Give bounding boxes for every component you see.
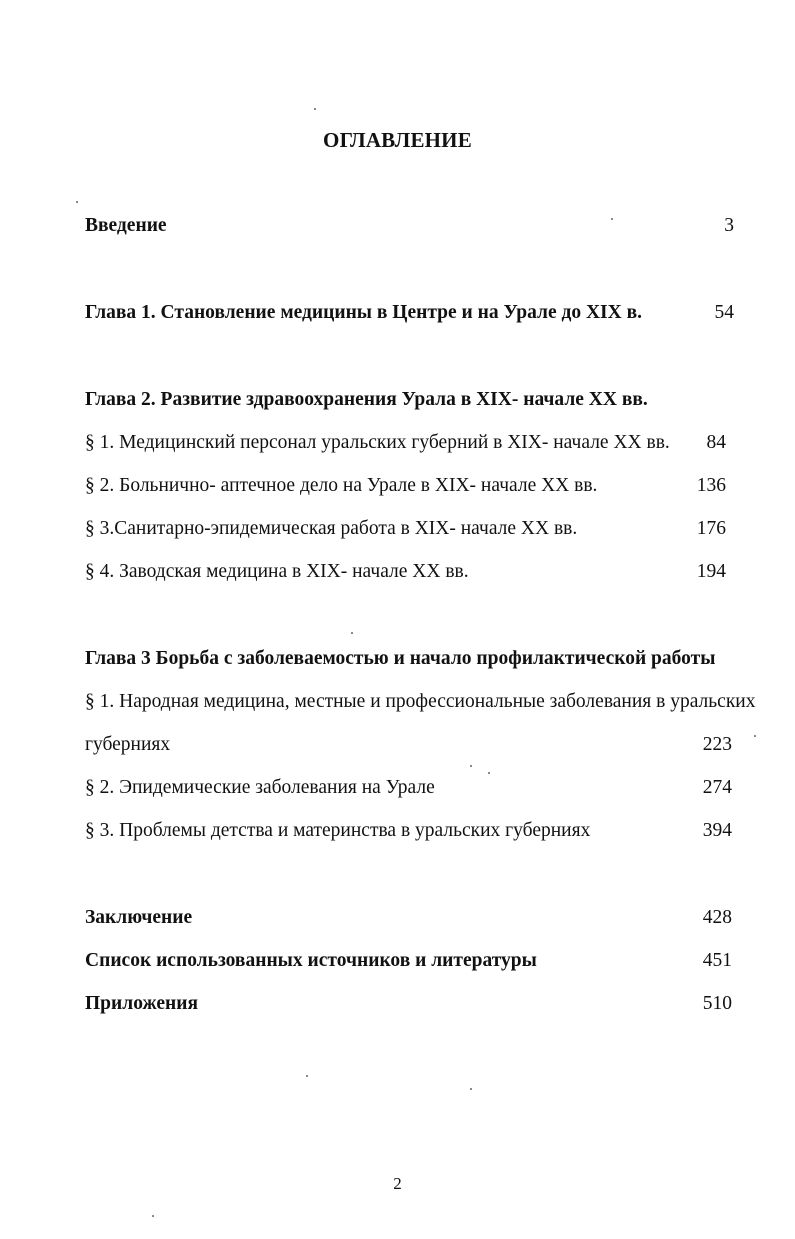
toc-entry-label: § 2. Больнично- аптечное дело на Урале в XIX- начале XX вв. (85, 475, 598, 496)
toc-entry-label: Глава 2. Развитие здравоохранения Урала в XIX- начале XX вв. (85, 389, 648, 410)
toc-entry-conclusion[interactable] (85, 905, 740, 931)
scan-speck (470, 1088, 472, 1090)
toc-entry-page: 394 (702, 820, 732, 841)
toc-entry-page: 54 (714, 302, 734, 323)
toc-entry-ch3-sec1-line1[interactable] (85, 689, 756, 715)
toc-entry-ch2-sec4[interactable] (85, 559, 740, 585)
toc-entry-page: 136 (696, 475, 726, 496)
toc-entry-label: Глава 3 Борьба с заболеваемостью и начало профилактической работы (85, 648, 716, 669)
scan-speck (611, 218, 613, 220)
toc-entry-label: § 3.Санитарно-эпидемическая работа в XIX- начале XX вв. (85, 518, 578, 539)
toc-entry-ch2-sec2[interactable] (85, 473, 740, 499)
toc-entry-label: § 4. Заводская медицина в XIX- начале XX вв. (85, 561, 469, 582)
toc-entry-ch2-sec3[interactable] (85, 516, 740, 542)
toc-entry-chapter-2[interactable] (85, 387, 740, 413)
toc-entry-chapter-3[interactable] (85, 646, 740, 672)
toc-entry-label: § 1. Народная медицина, местные и профессиональные заболевания в уральских (85, 691, 756, 712)
toc-entry-intro[interactable] (85, 213, 740, 239)
page-title: ОГЛАВЛЕНИЕ (323, 128, 472, 152)
scan-speck (152, 1215, 154, 1217)
toc-entry-label: Приложения (85, 993, 199, 1014)
toc-entry-page: 3 (724, 215, 734, 236)
scan-speck (488, 772, 490, 774)
toc-entry-label: § 1. Медицинский персонал уральских губерний в XIX- начале XX вв. (85, 432, 670, 453)
page-number: 2 (393, 1174, 402, 1193)
toc-entry-page: 84 (706, 432, 726, 453)
toc-entry-page: 428 (702, 907, 732, 928)
toc-entry-chapter-1[interactable] (85, 300, 740, 326)
toc-entry-page: 510 (702, 993, 732, 1014)
toc-entry-label: § 3. Проблемы детства и материнства в уральских губерниях (85, 820, 591, 841)
toc-entry-ch3-sec3[interactable] (85, 818, 740, 844)
toc-entry-label: Список использованных источников и литературы (85, 950, 537, 971)
toc-entry-page: 223 (702, 734, 732, 755)
toc-entry-label: Заключение (85, 907, 193, 928)
scan-speck (306, 1075, 308, 1077)
toc-entry-page: 451 (702, 950, 732, 971)
scan-speck (754, 735, 756, 737)
toc-entry-ch3-sec1-line2[interactable] (85, 732, 740, 758)
toc-entry-label: Введение (85, 215, 167, 236)
scan-speck (314, 108, 316, 110)
scan-speck (351, 632, 353, 634)
toc-entry-ch2-sec1[interactable] (85, 430, 740, 456)
scan-speck (470, 765, 472, 767)
toc-entry-page: 274 (702, 777, 732, 798)
scan-speck (76, 201, 78, 203)
toc-entry-ch3-sec2[interactable] (85, 775, 740, 801)
toc-entry-sources[interactable] (85, 948, 740, 974)
toc-entry-label: Глава 1. Становление медицины в Центре и на Урале до XIX в. (85, 302, 642, 323)
toc-entry-appendix[interactable] (85, 991, 740, 1017)
toc-entry-label: § 2. Эпидемические заболевания на Урале (85, 777, 435, 798)
toc-entry-page: 194 (696, 561, 726, 582)
toc-entry-label: губерниях (85, 734, 171, 755)
toc-entry-page: 176 (696, 518, 726, 539)
